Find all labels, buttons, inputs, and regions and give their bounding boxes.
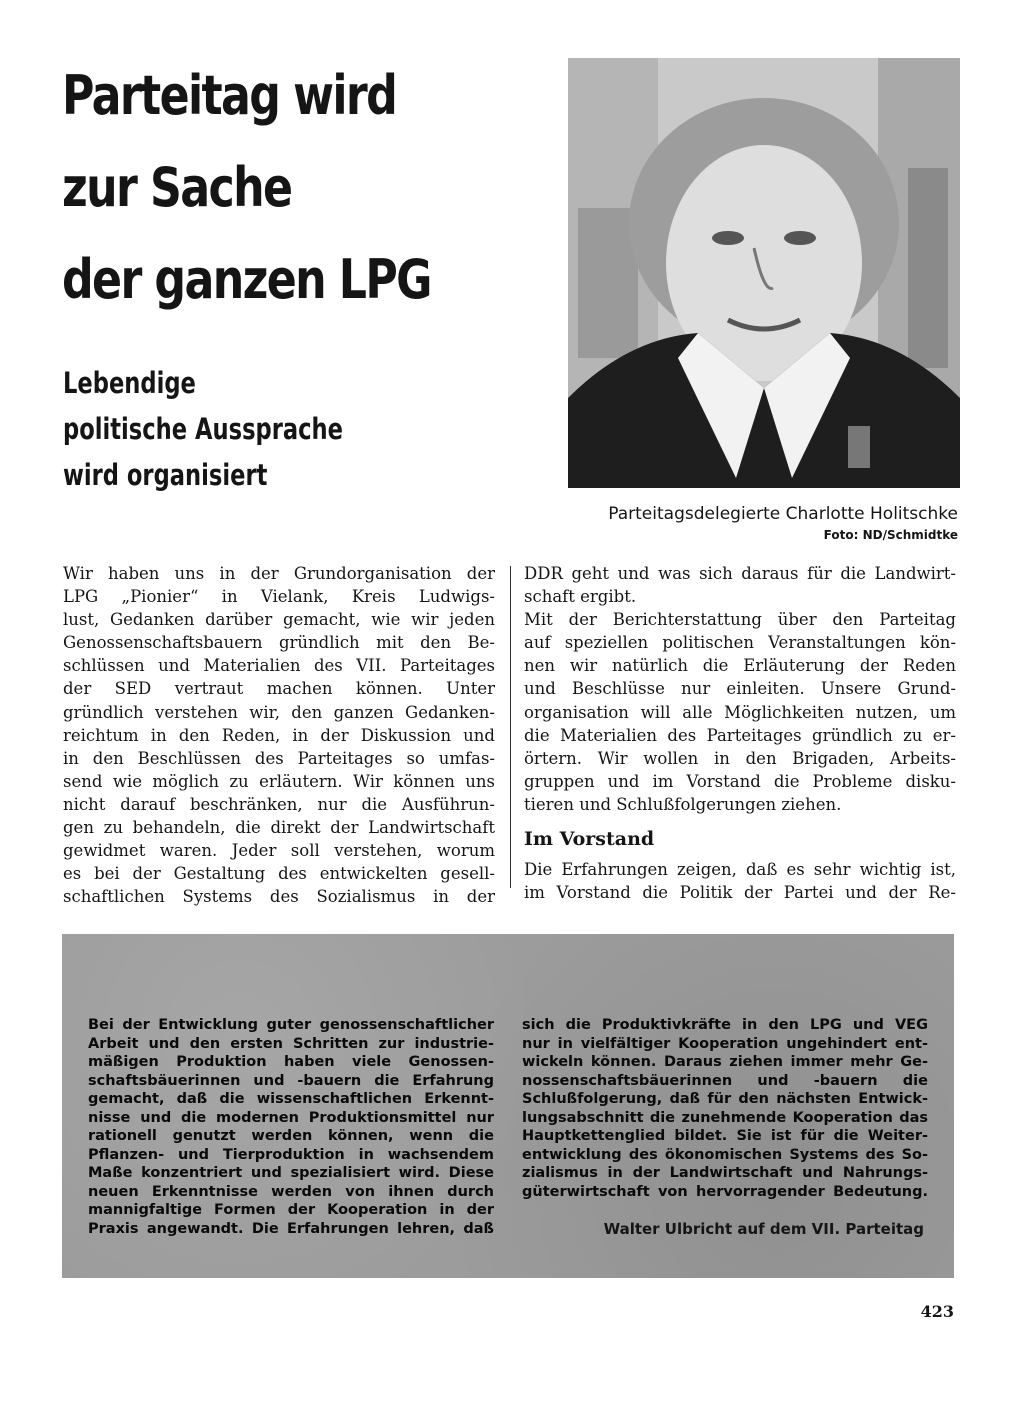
text-line: lust, Gedanken darüber gemacht, wie wir jeden — [63, 610, 495, 630]
text-line: Die Erfahrungen zeigen, daß es sehr wichtig ist, — [524, 860, 956, 880]
quote-line: nossenschaftsbäuerinnen und -bauern die — [522, 1072, 928, 1089]
text-line: nicht darauf beschränken, nur die Ausführun- — [63, 794, 495, 814]
section-heading: Im Vorstand — [524, 828, 655, 851]
quote-line: lungsabschnitt die zunehmende Kooperation das — [522, 1109, 928, 1126]
text-line: tieren und Schlußfolgerungen ziehen. — [524, 794, 842, 814]
quote-column-right — [522, 1016, 928, 1201]
text-line: Wir haben uns in der Grundorganisation der — [63, 564, 495, 583]
subheadline — [63, 360, 469, 498]
quote-line: wickeln können. Daraus ziehen immer mehr Ge- — [522, 1054, 928, 1070]
column-divider — [510, 566, 511, 888]
text-line: in den Beschlüssen des Parteitages so umfas- — [63, 748, 495, 768]
quote-line: Pflanzen- und Tierproduktion in wachsendem — [88, 1146, 494, 1163]
text-line: örtern. Wir wollen in den Brigaden, Arbeits- — [524, 748, 956, 768]
text-line: und Beschlüsse nur einleiten. Unsere Grund- — [524, 679, 956, 699]
quote-line: mäßigen Produktion haben viele Genossen- — [88, 1054, 494, 1070]
subheadline-line: politische Aussprache — [63, 412, 344, 446]
text-line: organisation will alle Möglichkeiten nutzen, um — [524, 702, 956, 722]
text-line: der SED vertraut machen können. Unter — [63, 679, 495, 699]
text-line: nen wir natürlich die Erläuterung der Reden — [524, 656, 956, 676]
subheadline-line: wird organisiert — [63, 458, 268, 492]
photo-credit: Foto: ND/Schmidtke — [823, 528, 958, 542]
quote-line: gemacht, daß die wissenschaftlichen Erkennt- — [88, 1091, 494, 1107]
text-line: gewidmet waren. Jeder soll verstehen, worum — [63, 841, 495, 861]
body-column-left — [63, 562, 495, 908]
text-line: es bei der Gestaltung des entwickelten gesell- — [63, 864, 495, 884]
body-paragraph — [524, 562, 956, 608]
quote-column-left — [88, 1016, 494, 1238]
text-line: Mit der Berichterstattung über den Parteitag — [524, 610, 956, 630]
quote-line: nur in vielfältiger Kooperation ungehindert ent- — [522, 1035, 928, 1052]
text-line: gruppen und im Vorstand die Probleme disku- — [524, 771, 956, 791]
quote-line: nisse und die modernen Produktionsmittel nur — [88, 1109, 494, 1126]
text-line: die Materialien des Parteitages gründlich zu er- — [524, 725, 956, 745]
body-paragraph — [524, 608, 956, 816]
text-line: LPG „Pionier“ in Vielank, Kreis Ludwigs- — [63, 587, 495, 607]
quote-line: Praxis angewandt. Die Erfahrungen lehren, daß — [88, 1220, 494, 1237]
text-line: gen zu behandeln, die direkt der Landwirtschaft — [63, 818, 495, 838]
text-line: DDR geht und was sich daraus für die Landwirt- — [524, 564, 956, 583]
text-line: im Vorstand die Politik der Partei und der Re- — [524, 883, 956, 903]
quote-line: entwicklung des ökonomischen Systems des So- — [522, 1146, 928, 1163]
quote-line: sich die Produktivkräfte in den LPG und VEG — [522, 1017, 928, 1033]
portrait-illustration — [568, 58, 960, 488]
headline — [62, 50, 521, 326]
text-line: send wie möglich zu erläutern. Wir können uns — [63, 771, 495, 791]
text-line: schaft ergibt. — [524, 587, 637, 607]
text-line: schaftlichen Systems des Sozialismus in der — [63, 887, 495, 907]
quote-line: Hauptkettenglied bildet. Sie ist für die Weiter- — [522, 1128, 928, 1144]
quote-box — [62, 934, 954, 1278]
body-column-right — [524, 562, 956, 904]
body-paragraph — [63, 562, 495, 908]
text-line: Genossenschaftsbauern gründlich mit den Be- — [63, 633, 495, 653]
quote-attribution: Walter Ulbricht auf dem VII. Parteitag — [603, 1220, 924, 1238]
quote-line: mannigfaltige Formen der Kooperation in der — [88, 1202, 494, 1218]
photo-caption: Parteitagsdelegierte Charlotte Holitschke — [608, 504, 958, 524]
headline-line: der ganzen LPG — [62, 248, 431, 311]
text-line: gründlich verstehen wir, den ganzen Gedanken- — [63, 702, 495, 722]
quote-line: güterwirtschaft von hervorragender Bedeutung. — [522, 1183, 928, 1200]
text-line: auf speziellen politischen Veranstaltungen kön- — [524, 633, 956, 653]
subheadline-line: Lebendige — [63, 366, 196, 400]
body-paragraph — [524, 858, 956, 904]
quote-line: Bei der Entwicklung guter genossenschaftlicher — [88, 1017, 494, 1033]
quote-line: rationell genutzt werden können, wenn die — [88, 1128, 494, 1144]
text-line: reichtum in den Reden, in der Diskussion und — [63, 725, 495, 745]
text-line: schlüssen und Materialien des VII. Parteitages — [63, 656, 495, 676]
quote-line: Maße konzentriert und spezialisiert wird. Diese — [88, 1165, 494, 1181]
headline-line: Parteitag wird — [62, 64, 397, 127]
quote-line: Arbeit und den ersten Schritten zur industrie- — [88, 1035, 494, 1052]
headline-line: zur Sache — [62, 156, 292, 219]
quote-line: zialismus in der Landwirtschaft und Nahrungs- — [522, 1165, 928, 1181]
page-number: 423 — [920, 1302, 954, 1321]
portrait-photo — [568, 58, 960, 488]
quote-line: schaftsbäuerinnen und -bauern die Erfahrung — [88, 1072, 494, 1089]
quote-line: neuen Erkenntnisse werden von ihnen durch — [88, 1183, 494, 1200]
quote-line: Schlußfolgerung, daß für den nächsten Entwick- — [522, 1091, 928, 1107]
